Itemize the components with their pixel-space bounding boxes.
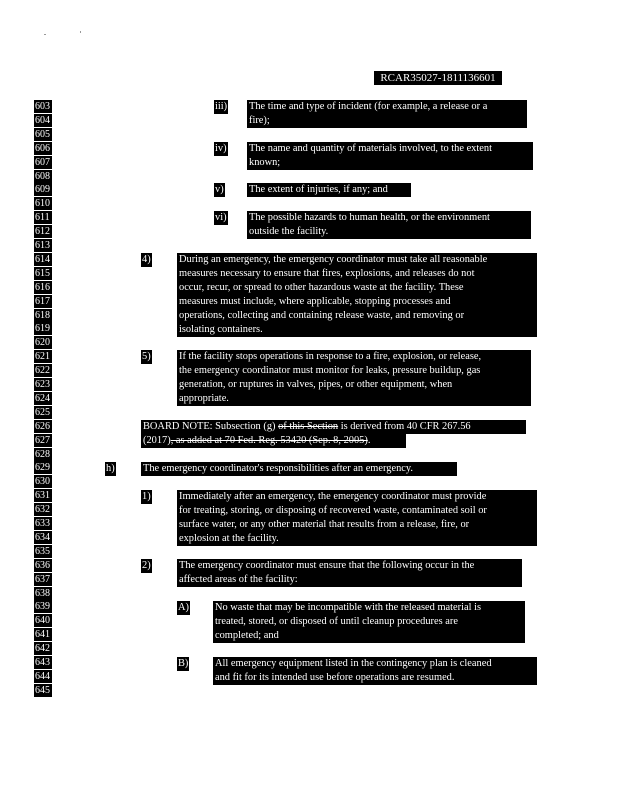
line-number: 606 (35, 143, 50, 154)
line-number: 643 (35, 657, 50, 668)
line-number: 616 (35, 282, 50, 293)
item-label-vi: vi) (215, 212, 227, 223)
item-a-line-2: treated, stored, or disposed of until cleanup procedures are (213, 615, 525, 629)
item-5-line-3: generation, or ruptures in valves, pipes, or other equipment, when (177, 378, 531, 392)
item-h1-line-2: for treating, storing, or disposing of recovered waste, contaminated soil or (177, 504, 537, 518)
item-h2-line-2: affected areas of the facility: (177, 573, 522, 587)
line-number: 603 (35, 101, 50, 112)
board-note-text: . (367, 435, 371, 446)
item-4-line-1: During an emergency, the emergency coordinator must take all reasonable (177, 253, 537, 267)
item-iii-line-2: fire); (247, 114, 527, 128)
item-b-line-1: All emergency equipment listed in the contingency plan is cleaned (213, 657, 537, 671)
item-label-iv: iv) (215, 143, 227, 154)
board-note-text: (2017) (143, 435, 171, 446)
document-id: RCAR35027-1811136601 (374, 71, 502, 85)
line-number: 618 (35, 310, 50, 321)
item-h2-line-1: The emergency coordinator must ensure that the following occur in the (177, 559, 522, 573)
line-number: 614 (35, 254, 50, 265)
item-h1-line-4: explosion at the facility. (177, 532, 537, 546)
line-number: 631 (35, 490, 50, 501)
item-h-line-1: The emergency coordinator's responsibilities after an emergency. (141, 462, 457, 476)
item-h1-line-1: Immediately after an emergency, the emergency coordinator must provide (177, 490, 537, 504)
scan-speck (44, 34, 46, 35)
item-4-line-6: isolating containers. (177, 323, 537, 337)
item-5-line-1: If the facility stops operations in response to a fire, explosion, or release, (177, 350, 531, 364)
item-iv-line-1: The name and quantity of materials involved, to the extent (247, 142, 533, 156)
item-4-line-4: measures must include, where applicable, stopping processes and (177, 295, 537, 309)
line-number: 632 (35, 504, 50, 515)
item-4-line-2: measures necessary to ensure that fires, explosions, and releases do not (177, 267, 537, 281)
line-number: 637 (35, 574, 50, 585)
line-number: 610 (35, 198, 50, 209)
item-label-iii: iii) (215, 101, 228, 112)
line-number: 619 (35, 323, 50, 334)
line-number: 634 (35, 532, 50, 543)
item-label-a: A) (178, 602, 189, 613)
item-5-line-4: appropriate. (177, 392, 531, 406)
line-number: 630 (35, 476, 50, 487)
board-note-line-1 (141, 420, 526, 434)
item-v-line-1: The extent of injuries, if any; and (247, 183, 411, 197)
line-number: 628 (35, 449, 50, 460)
item-a-line-1: No waste that may be incompatible with the released material is (213, 601, 525, 615)
line-number: 636 (35, 560, 50, 571)
line-number: 644 (35, 671, 50, 682)
item-iv-line-2: known; (247, 156, 533, 170)
board-note-line-2 (141, 434, 406, 448)
item-label-4: 4) (142, 254, 151, 265)
line-number: 620 (35, 337, 50, 348)
line-number: 615 (35, 268, 50, 279)
item-4-line-3: occur, recur, or spread to other hazardous waste at the facility. These (177, 281, 537, 295)
line-number: 641 (35, 629, 50, 640)
item-iii-line-1: The time and type of incident (for example, a release or a (247, 100, 527, 114)
item-label-b: B) (178, 658, 189, 669)
line-number: 605 (35, 129, 50, 140)
line-number: 622 (35, 365, 50, 376)
line-number: 642 (35, 643, 50, 654)
line-number: 611 (34, 211, 52, 224)
scan-speck (80, 31, 81, 33)
line-number: 604 (35, 115, 50, 126)
board-note-text: is derived from 40 CFR 267.56 (338, 421, 471, 432)
item-a-line-3: completed; and (213, 629, 525, 643)
item-label-h: h) (106, 463, 115, 474)
line-number: 629 (35, 462, 50, 473)
item-label-h2: 2) (142, 560, 151, 571)
line-number: 640 (35, 615, 50, 626)
line-number: 624 (35, 393, 50, 404)
line-number: 607 (35, 157, 50, 168)
line-number: 613 (35, 240, 50, 251)
line-number: 625 (35, 407, 50, 418)
line-number: 617 (35, 296, 50, 307)
line-number: 633 (35, 518, 50, 529)
line-number: 608 (35, 171, 50, 182)
line-number: 612 (35, 226, 50, 237)
line-number: 638 (35, 588, 50, 599)
item-vi-line-1: The possible hazards to human health, or the environment (247, 211, 531, 225)
line-number: 623 (35, 379, 50, 390)
line-number: 645 (35, 685, 50, 696)
line-number: 627 (35, 435, 50, 446)
item-label-v: v) (215, 184, 224, 195)
board-note-deleted-text: , as added at 70 Fed. Reg. 53420 (Sep. 8, 2005) (170, 435, 368, 446)
item-h1-line-3: surface water, or any other material that results from a release, fire, or (177, 518, 537, 532)
line-number: 635 (35, 546, 50, 557)
board-note-deleted-text: of this Section (278, 421, 339, 432)
item-b-line-2: and fit for its intended use before operations are resumed. (213, 671, 537, 685)
line-number: 626 (35, 421, 50, 432)
item-4-line-5: operations, collecting and containing release waste, and removing or (177, 309, 537, 323)
line-number: 621 (35, 351, 50, 362)
line-number: 609 (35, 184, 50, 195)
item-label-h1: 1) (142, 491, 151, 502)
item-vi-line-2: outside the facility. (247, 225, 531, 239)
line-number: 639 (35, 601, 50, 612)
item-5-line-2: the emergency coordinator must monitor for leaks, pressure buildup, gas (177, 364, 531, 378)
item-label-5: 5) (142, 351, 151, 362)
board-note-text: BOARD NOTE: Subsection (g) (143, 421, 279, 432)
